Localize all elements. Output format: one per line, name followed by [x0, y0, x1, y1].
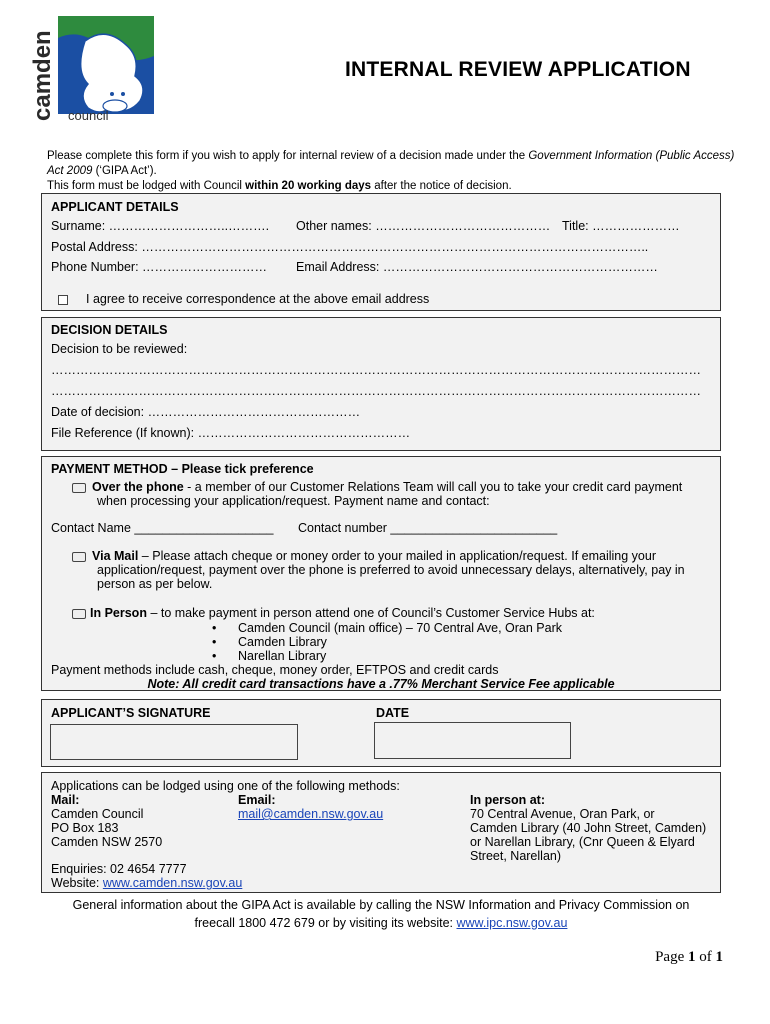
email-consent-checkbox[interactable]: [58, 295, 68, 305]
signature-input[interactable]: [50, 724, 298, 760]
page-title: INTERNAL REVIEW APPLICATION: [345, 58, 691, 81]
contact-number-field[interactable]: Contact number ________________________: [298, 521, 558, 535]
in-person-line: Street, Narellan): [470, 849, 562, 863]
applicant-details-section: [41, 193, 721, 311]
date-of-decision-field[interactable]: Date of decision: ……………………………………………: [51, 405, 361, 419]
decision-line-2[interactable]: …………………………………………………………………………………………………………………………………………: [51, 384, 701, 398]
payment-phone-text: when processing your application/request. Payment name and contact:: [97, 494, 490, 508]
mail-line: Camden Council: [51, 807, 144, 821]
date-label: DATE: [376, 706, 410, 720]
mail-option-checkbox[interactable]: [72, 552, 86, 562]
in-person-line: or Narellan Library, (Cnr Queen & Elyard: [470, 835, 695, 849]
section-heading: PAYMENT METHOD – Please tick preference: [51, 462, 314, 476]
postal-address-field[interactable]: Postal Address: …………………………………………………………………………………………………………..: [51, 240, 649, 254]
file-reference-field[interactable]: File Reference (If known): ……………………………………………: [51, 426, 411, 440]
surname-field[interactable]: Surname: ………………………..……….: [51, 219, 270, 233]
footer-line-1: General information about the GIPA Act is available by calling the NSW Information and Privacy Commission on: [72, 898, 690, 912]
lodgement-intro: Applications can be lodged using one of the following methods:: [51, 779, 400, 793]
decision-line-1[interactable]: …………………………………………………………………………………………………………………………………………: [51, 363, 701, 377]
payment-methods-text: Payment methods include cash, cheque, money order, EFTPOS and credit cards: [51, 663, 499, 677]
payment-person-row: In Person – to make payment in person attend one of Council’s Customer Service Hubs at:: [72, 606, 595, 620]
phone-option-checkbox[interactable]: [72, 483, 86, 493]
email-link[interactable]: mail@camden.nsw.gov.au: [238, 807, 384, 821]
enquiries-phone: Enquiries: 02 4654 7777: [51, 862, 187, 876]
email-heading: Email:: [238, 793, 276, 807]
in-person-line: Camden Library (40 John Street, Camden): [470, 821, 707, 835]
merchant-fee-note: Note: All credit card transactions have a .77% Merchant Service Fee applicable: [147, 677, 615, 691]
section-heading: DECISION DETAILS: [51, 323, 168, 337]
mail-line: Camden NSW 2570: [51, 835, 163, 849]
person-option-checkbox[interactable]: [72, 609, 86, 619]
ipc-website-link[interactable]: www.ipc.nsw.gov.au: [456, 916, 568, 930]
page-number: Page 1 of 1: [655, 949, 723, 965]
signature-section: [41, 699, 721, 767]
email-consent-row: [58, 292, 429, 306]
other-names-field[interactable]: Other names: ……………………………………: [296, 219, 551, 233]
payment-mail-row: Via Mail – Please attach cheque or money order to your mailed in application/request. If emailing your: [72, 549, 656, 563]
payment-phone-row: Over the phone - a member of our Customer Relations Team will call you to take your credit card payment: [72, 480, 682, 494]
section-heading: APPLICANT DETAILS: [51, 200, 179, 214]
lodgement-section: [41, 772, 721, 893]
hub-item: • Camden Council (main office) – 70 Central Ave, Oran Park: [212, 621, 562, 635]
hub-item: • Narellan Library: [212, 649, 327, 663]
gipa-info-footer: [41, 896, 721, 932]
title-field[interactable]: Title: …………………: [562, 219, 680, 233]
decision-details-section: [41, 317, 721, 451]
email-consent-label: I agree to receive correspondence at the above email address: [86, 292, 430, 306]
payment-mail-text-2: application/request, payment over the phone is preferred to avoid unnecessary delays, alternatively, pay in: [97, 563, 685, 577]
phone-number-field[interactable]: Phone Number: …………………………: [51, 260, 268, 274]
contact-name-field[interactable]: Contact Name ____________________: [51, 521, 274, 535]
footer-line-2: freecall 1800 472 679 or by visiting its website: www.ipc.nsw.gov.au: [194, 916, 568, 930]
mail-line: PO Box 183: [51, 821, 119, 835]
decision-label: Decision to be reviewed:: [51, 342, 188, 356]
logo-brand-text: camden: [30, 30, 56, 121]
intro-text: Please complete this form if you wish to apply for internal review of a decision made under the Government Information (Public Access) Act 2009 (‘GIPA Act’). This form must be lodged with Council within 20 working days after the notice of decision.: [47, 150, 735, 192]
mail-heading: Mail:: [51, 793, 80, 807]
website-row: Website: www.camden.nsw.gov.au: [51, 876, 243, 890]
date-input[interactable]: [374, 722, 571, 759]
email-address-field[interactable]: Email Address: …………………………………………………………: [296, 260, 658, 274]
payment-method-section: [41, 456, 721, 691]
website-link[interactable]: www.camden.nsw.gov.au: [102, 876, 243, 890]
in-person-heading: In person at:: [470, 793, 546, 807]
camden-council-logo: [30, 16, 154, 132]
in-person-line: 70 Central Avenue, Oran Park, or: [470, 807, 655, 821]
signature-label: APPLICANT’S SIGNATURE: [51, 706, 211, 720]
payment-mail-text-3: person as per below.: [97, 577, 213, 591]
logo-sub-text: council: [68, 108, 109, 123]
hub-item: • Camden Library: [212, 635, 327, 649]
